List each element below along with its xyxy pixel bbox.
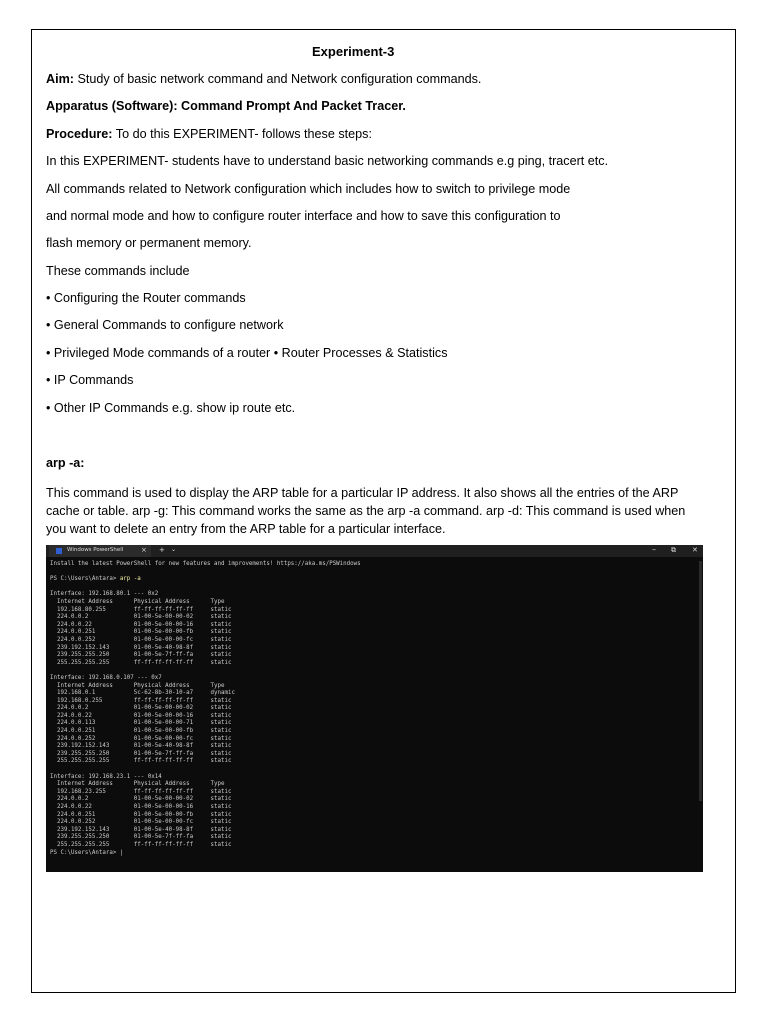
terminal-final-prompt: PS C:\Users\Antara> | — [50, 849, 124, 856]
close-tab-icon[interactable]: × — [141, 546, 147, 554]
procedure-line — [46, 127, 372, 141]
minimize-icon[interactable]: – — [652, 545, 656, 554]
procedure-label: Procedure: — [46, 127, 113, 141]
arp-heading: arp -a: — [46, 456, 85, 470]
powershell-icon — [56, 548, 62, 554]
new-tab-icon[interactable]: + — [159, 546, 165, 554]
procedure-text: To do this EXPERIMENT- follows these steps: — [112, 127, 372, 141]
bullet-item: • Configuring the Router commands — [46, 291, 246, 305]
maximize-icon[interactable]: ⧉ — [671, 546, 676, 554]
terminal-titlebar — [46, 545, 703, 557]
arp-table-output: Interface: 192.168.80.1 --- 0x2 Internet Address Physical Address Type 192.168.80.255 ff-ff-ff-ff-ff-ff static 224.0.0.2 01-00-5e-00-00-02 static 224.0.0.22 01-00-5e-00-00-16 static 224.0.0.251 01-00-5e-00-00-fb static 224.0.0.252 01-00-5e-00-00-fc static 239.192.152.143 01-00-5e-40-98-8f static 239.255.255.250 01-00-5e-7f-ff-fa static 255.255.255.255 ff-ff-ff-ff-ff-ff static Interface: 192.168.0.107 --- 0x7 Internet Address Physical Address Type 192.168.0.1 5c-62-8b-30-10-a7 dynamic 192.168.0.255 ff-ff-ff-ff-ff-ff static 224.0.0.2 01-00-5e-00-00-02 static 224.0.0.22 01-00-5e-00-00-16 static 224.0.0.113 01-00-5e-00-00-71 static 224.0.0.251 01-00-5e-00-00-fb static 224.0.0.252 01-00-5e-00-00-fc static 239.192.152.143 01-00-5e-40-98-8f static 239.255.255.250 01-00-5e-7f-ff-fa static 255.255.255.255 ff-ff-ff-ff-ff-ff static Interface: 192.168.23.1 --- 0x14 Internet Address Physical Address Type 192.168.23.255 ff-ff-ff-ff-ff-ff static 224.0.0.2 01-00-5e-00-00-02 static 224.0.0.22 01-00-5e-00-00-16 static 224.0.0.251 01-00-5e-00-00-fb static 224.0.0.252 01-00-5e-00-00-fc static 239.192.152.143 01-00-5e-40-98-8f static 239.255.255.250 01-00-5e-7f-ff-fa static 255.255.255.255 ff-ff-ff-ff-ff-ff static — [50, 591, 235, 848]
body-line-5: These commands include — [46, 264, 190, 278]
aim-line — [46, 72, 481, 86]
powershell-screenshot — [46, 545, 703, 872]
page-title: Experiment-3 — [312, 44, 395, 59]
chevron-down-icon[interactable]: ⌄ — [171, 546, 177, 553]
arp-paragraph: This command is used to display the ARP table for a particular IP address. It also shows all the entries of the ARP cache or table. arp -g: This command works the same as the arp -a command. arp -d: This command is used when you want to delete an entry from the ARP table for a particular interface. — [46, 486, 686, 536]
terminal-banner: Install the latest PowerShell for new features and improvements! https://aka.ms/PSWindows — [50, 561, 361, 567]
terminal-command: arp -a — [119, 576, 141, 583]
body-line-4: flash memory or permanent memory. — [46, 236, 252, 250]
close-window-icon[interactable]: ✕ — [692, 546, 698, 554]
terminal-tab[interactable] — [49, 545, 151, 557]
terminal-tab-title: Windows PowerShell — [67, 547, 124, 553]
aim-text: Study of basic network command and Network configuration commands. — [74, 72, 482, 86]
terminal-scrollbar[interactable] — [699, 561, 702, 801]
body-line-1: In this EXPERIMENT- students have to understand basic networking commands e.g ping, tracert etc. — [46, 154, 609, 168]
bullet-item: • IP Commands — [46, 373, 134, 387]
body-line-2: All commands related to Network configuration which includes how to switch to privilege mode — [46, 182, 571, 196]
bullet-item: • General Commands to configure network — [46, 318, 284, 332]
body-line-3: and normal mode and how to configure router interface and how to save this configuration to — [46, 209, 561, 223]
apparatus-line: Apparatus (Software): Command Prompt And Packet Tracer. — [46, 99, 406, 113]
terminal-prompt: PS C:\Users\Antara> — [50, 576, 120, 583]
terminal-output[interactable] — [50, 561, 690, 869]
bullet-item: • Other IP Commands e.g. show ip route etc. — [46, 401, 296, 415]
bullet-item: • Privileged Mode commands of a router • Router Processes & Statistics — [46, 346, 448, 360]
aim-label: Aim: — [46, 72, 74, 86]
